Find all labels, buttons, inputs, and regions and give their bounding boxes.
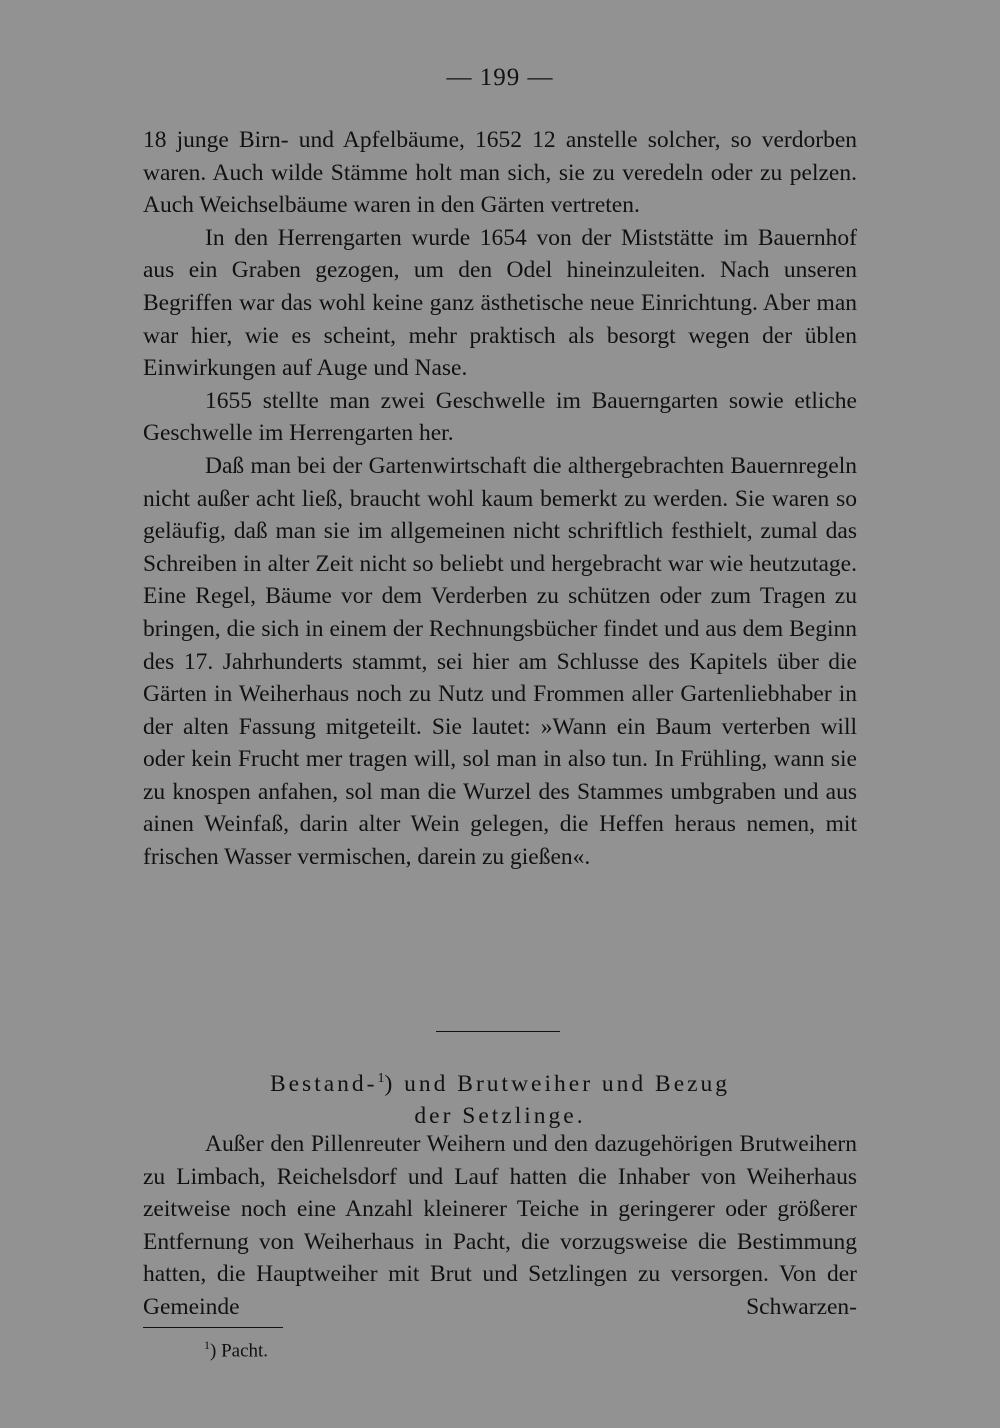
main-text [143, 124, 857, 874]
section-divider [436, 1031, 560, 1032]
section-text [143, 1128, 857, 1324]
paragraph-1: 18 junge Birn- und Apfelbäume, 1652 12 anstelle solcher, so verdorben waren. Auch wilde Stämme holt man sich, sie zu veredeln oder zu pelzen. Auch Weichselbäume waren in den Gärten vertreten. [143, 127, 857, 219]
section-paragraph: Außer den Pillenreuter Weihern und den dazugehörigen Brutweihern zu Limbach, Reichelsdorf und Lauf hatten die Inhaber von Weiherhaus zeitweise noch eine Anzahl kleinerer Teiche in geringerer oder größerer Entfernung von Weiherhaus in Pacht, die vorzugsweise die Bestimmung hatten, die Hauptweiher mit Brut und Setzlingen zu versorgen. Von der Gemeinde Schwarzen- [143, 1131, 857, 1320]
section-heading [143, 1063, 857, 1133]
footnote-mark: 1 [204, 1338, 210, 1352]
paragraph-4: Daß man bei der Gartenwirtschaft die althergebrachten Bauernregeln nicht außer acht ließ, braucht wohl kaum bemerkt zu werden. Sie waren so geläufig, daß man sie im allgemeinen nicht schriftlich festhielt, zumal das Schreiben in alter Zeit nicht so beliebt und hergebracht war wie heutzutage. Eine Regel, Bäume vor dem Verderben zu schützen oder zum Tragen zu bringen, die sich in einem der Rechnungsbücher findet und aus dem Beginn des 17. Jahrhunderts stammt, sei hier am Schlusse des Kapitels über die Gärten in Weiherhaus noch zu Nutz und Frommen aller Gartenliebhaber in der alten Fassung mitgeteilt. Sie lautet: »Wann ein Baum verterben will oder kein Frucht mer tragen will, sol man in also tun. In Frühling, wann sie zu knospen anfahen, sol man die Wurzel des Stammes umbgraben und aus ainen Weinfaß, darin alter Wein gelegen, die Heffen heraus nemen, mit frischen Wasser vermischen, darein zu gießen«. [143, 452, 857, 871]
page-number: — 199 — [446, 64, 554, 91]
paragraph-2: In den Herrengarten wurde 1654 von der Miststätte im Bauernhof aus ein Graben gezogen, um den Odel hineinzuleiten. Nach unseren Begriffen war das wohl keine ganz ästhetische neue Einrichtung. Aber man war hier, wie es scheint, mehr praktisch als besorgt wegen der üblen Einwirkungen auf Auge und Nase. [143, 224, 857, 382]
section-heading-line-2: der Setzlinge. [414, 1103, 586, 1130]
footnote [204, 1333, 268, 1363]
footnote-text: ) Pacht. [210, 1340, 269, 1362]
heading-text-rest: ) und Brutweiher und Bezug [384, 1070, 731, 1097]
footnote-reference: 1 [377, 1071, 385, 1086]
paragraph-3: 1655 stellte man zwei Geschwelle im Bauerngarten sowie etliche Geschwelle im Herrengarten her. [143, 387, 857, 447]
footnote-divider [143, 1327, 283, 1328]
heading-text-start: Bestand- [269, 1070, 378, 1097]
section-heading-line-1 [143, 1063, 857, 1100]
